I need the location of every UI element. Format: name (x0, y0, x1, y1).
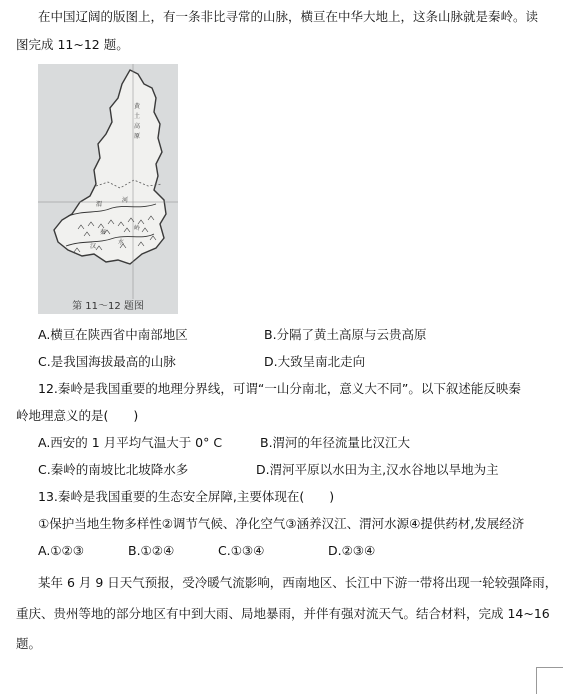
passage-line-1: 某年 6 月 9 日天气预报，受冷暖气流影响，西南地区、长江中下游一带将出现一轮较强降雨， (38, 575, 558, 590)
q12-option-a: A.西安的 1 月平均气温大于 0° C (38, 435, 223, 450)
q13-option-b: B.①②④ (128, 543, 175, 558)
intro-line-2: 图完成 11~12 题。 (16, 37, 129, 52)
q12-option-b: B.渭河的年径流量比汉江大 (260, 435, 411, 450)
map-label-qin: 秦 (100, 229, 107, 236)
q13-items: ①保护当地生物多样性②调节气候、净化空气③涵养汉江、渭河水源④提供药材,发展经济 (38, 516, 525, 531)
q13-stem: 13.秦岭是我国重要的生态安全屏障,主要体现在( ) (38, 489, 335, 504)
q12-option-d: D.渭河平原以水田为主,汉水谷地以旱地为主 (256, 462, 499, 477)
map-label-ling: 岭 (134, 225, 141, 232)
map-label-plateau-3: 高 (134, 123, 141, 130)
q11-option-c: C.是我国海拔最高的山脉 (38, 354, 176, 369)
shaanxi-map-figure (38, 64, 178, 314)
q12-option-c: C.秦岭的南坡比北坡降水多 (38, 462, 189, 477)
q12-stem-line-2: 岭地理意义的是( ) (16, 408, 139, 423)
map-label-plateau-1: 黄 (134, 103, 141, 110)
intro-line-1: 在中国辽阔的版图上，有一条非比寻常的山脉，横亘在中华大地上，这条山脉就是秦岭。读 (38, 9, 539, 24)
passage-line-3: 题。 (16, 636, 42, 651)
map-label-han: 汉 (90, 243, 97, 250)
passage-line-2: 重庆、贵州等地的部分地区有中到大雨、局地暴雨，并伴有强对流天气。结合材料，完成 14~16 (16, 606, 550, 621)
q11-option-b: B.分隔了黄土高原与云贵高原 (264, 327, 427, 342)
q12-stem-line-1: 12.秦岭是我国重要的地理分界线，可谓“一山分南北，意义大不同”。以下叙述能反映秦 (38, 381, 521, 396)
map-label-shui: 水 (118, 239, 125, 246)
map-label-plateau-4: 原 (134, 133, 141, 140)
page-corner-mark (536, 667, 563, 694)
q13-option-a: A.①②③ (38, 543, 84, 558)
shaanxi-outline (54, 70, 166, 264)
map-caption: 第 11～12 题图 (72, 301, 144, 312)
q13-option-d: D.②③④ (328, 543, 376, 558)
q13-option-c: C.①③④ (218, 543, 265, 558)
map-label-plateau-2: 土 (134, 113, 141, 120)
shaanxi-map-svg (38, 64, 178, 299)
q11-option-a: A.横亘在陕西省中南部地区 (38, 327, 188, 342)
map-label-wei: 渭 (96, 201, 103, 208)
q11-option-d: D.大致呈南北走向 (264, 354, 366, 369)
map-label-river: 河 (122, 197, 129, 204)
